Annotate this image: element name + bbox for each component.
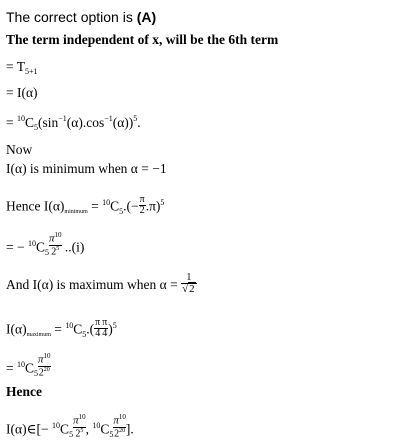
maxs-pi: π	[38, 353, 44, 366]
equation-i-line	[6, 231, 85, 261]
maximum-condition-line	[6, 272, 197, 297]
eqi-eq: = −	[6, 239, 28, 255]
min-sup10: 10	[102, 197, 111, 207]
maxs-den: 2	[38, 366, 44, 378]
max-frac2-den: 4	[102, 328, 108, 339]
intro-line: The term independent of x, will be the 6th term	[6, 32, 279, 47]
range-start: I(α)∈[−	[6, 421, 53, 437]
range-dena-pow: 5	[80, 427, 84, 434]
maxs-sub5: 5	[34, 368, 39, 378]
expr-sub5: 5	[34, 123, 39, 132]
range-denb-pow: 20	[119, 427, 126, 434]
max-cond-den: 2	[189, 283, 195, 295]
eqi-den-pow: 5	[56, 245, 60, 252]
expr-sin: (sin	[38, 115, 59, 130]
range-end: ].	[125, 421, 134, 437]
range-comma: ,	[85, 421, 93, 437]
min-fraction	[139, 195, 146, 216]
maximum-simplified-line	[6, 352, 51, 382]
range-sub5a: 5	[69, 429, 74, 439]
max-cond-num: 1	[186, 272, 192, 283]
max-frac1	[94, 318, 101, 339]
min-c: C	[110, 198, 120, 214]
max-cond-fraction	[181, 273, 197, 295]
expr-end: (α))	[112, 115, 134, 130]
eqi-pi: π	[49, 232, 55, 245]
answer-heading	[6, 10, 156, 24]
min-sub5: 5	[119, 206, 124, 216]
maxs-sup10: 10	[17, 359, 25, 369]
term-line	[6, 60, 38, 74]
max-frac1-den: 4	[95, 328, 101, 339]
range-ca: C	[60, 421, 70, 437]
maxs-c: C	[25, 360, 35, 376]
max-subscript: maximum	[26, 331, 51, 338]
expr-inv1: −1	[58, 114, 67, 123]
eqi-c: C	[35, 239, 45, 255]
min-open: .(−	[123, 198, 139, 214]
range-sup10b: 10	[92, 420, 101, 430]
max-sub5: 5	[82, 329, 87, 339]
range-cb: C	[100, 421, 110, 437]
min-subscript: minimum	[64, 208, 88, 215]
range-sup10a: 10	[52, 420, 61, 430]
maxs-den-pow: 20	[43, 366, 50, 373]
hence-line: Hence	[6, 384, 42, 399]
range-denb: 2	[114, 427, 120, 439]
sqrt-icon: √2	[182, 283, 195, 295]
min-frac-num: π	[139, 194, 145, 205]
range-line	[6, 413, 134, 443]
eqi-fraction	[49, 232, 62, 257]
max-frac1-num: π	[95, 317, 101, 328]
range-fraction-b	[113, 414, 126, 439]
expr-dot: .	[137, 115, 141, 130]
max-close: )	[108, 321, 113, 337]
maxs-fraction	[38, 353, 51, 378]
max-pow: 5	[112, 320, 117, 330]
i-alpha-line: = I(α)	[6, 85, 38, 100]
max-cond-text: And I(α) is maximum when α =	[6, 277, 182, 293]
expr-cos: (α).cos	[66, 115, 105, 130]
max-frac2	[101, 318, 108, 339]
minimum-condition-line: I(α) is minimum when α = −1	[6, 161, 167, 176]
min-eq: =	[87, 198, 103, 214]
range-dena: 2	[75, 427, 81, 439]
eqi-sub5: 5	[45, 247, 49, 257]
expr-pow: 5	[133, 114, 138, 123]
range-sub5b: 5	[109, 429, 114, 439]
max-open: .(	[86, 321, 95, 337]
minimum-value-line	[6, 194, 165, 218]
max-eq: =	[50, 321, 66, 337]
expression-line	[6, 116, 141, 130]
now-line: Now	[6, 142, 33, 157]
eqi-sup10: 10	[27, 238, 36, 248]
answer-option: (A)	[136, 9, 157, 25]
answer-prefix: The correct option is	[6, 9, 137, 25]
eqi-tag: ..(i)	[61, 239, 85, 255]
expr-eq: =	[6, 115, 17, 130]
eqi-pi-pow: 10	[54, 231, 62, 239]
term-eq: = T	[6, 59, 25, 74]
maxs-eq: =	[6, 360, 17, 376]
max-c: C	[73, 321, 83, 337]
expr-c: C	[25, 115, 35, 130]
max-sup10: 10	[65, 320, 74, 330]
min-frac-den: 2	[139, 205, 145, 216]
maxs-pi-pow: 10	[43, 352, 51, 360]
expr-sup10: 10	[17, 114, 25, 123]
range-fraction-a	[73, 414, 86, 439]
range-pib: π	[113, 414, 119, 427]
maximum-value-line	[6, 317, 117, 341]
min-close: .π)	[145, 198, 161, 214]
range-pia: π	[73, 414, 79, 427]
expr-inv2: −1	[104, 114, 113, 123]
eqi-den: 2	[51, 245, 57, 257]
max-frac2-num: π	[102, 317, 108, 328]
max-i: I(α)	[6, 321, 27, 337]
term-subscript: 5+1	[25, 67, 38, 76]
min-pow: 5	[160, 197, 165, 207]
range-pia-pow: 10	[78, 413, 86, 421]
range-pib-pow: 10	[118, 413, 126, 421]
min-hence: Hence I(α)	[6, 198, 65, 214]
